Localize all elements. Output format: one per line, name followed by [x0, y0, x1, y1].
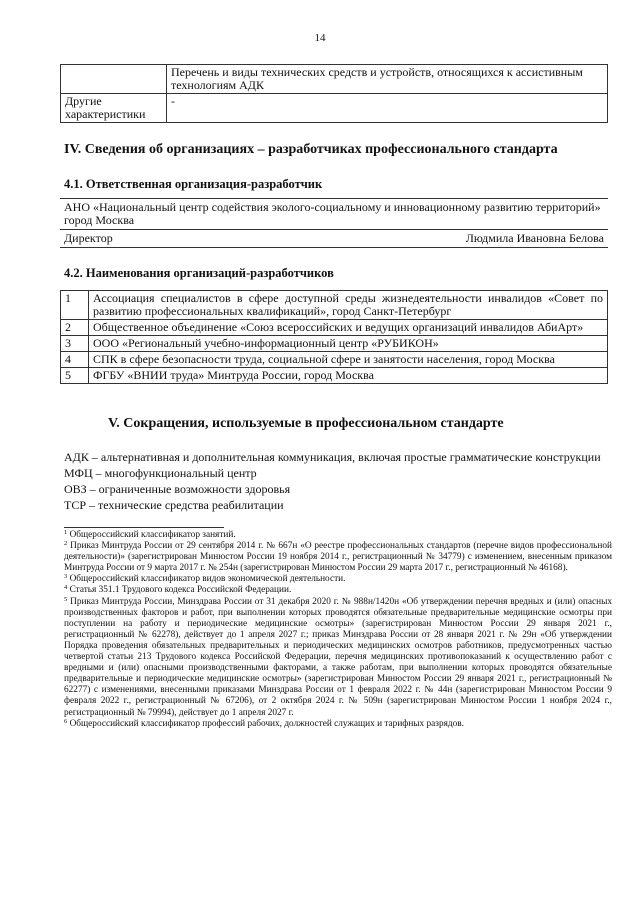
footnote-mark: 3: [64, 573, 68, 581]
table-row: [61, 320, 608, 336]
row-number: 4: [61, 352, 89, 368]
table-row: [61, 94, 608, 123]
footnote-mark: 5: [64, 595, 68, 603]
section-5-title: V. Сокращения, используемые в профессиональном стандарте: [108, 416, 504, 431]
page-number: 14: [314, 32, 326, 44]
footnote-text: Общероссийский классификатор видов экономической деятельности.: [67, 574, 346, 585]
footnote: [64, 574, 612, 585]
row-number: 1: [61, 291, 89, 320]
footnote-mark: 2: [64, 540, 68, 548]
footnote: [64, 530, 612, 541]
footnote-mark: 1: [64, 529, 68, 536]
org-name: Общественное объединение «Союз всероссийских и ведущих организаций инвалидов АбиАрт»: [89, 320, 608, 336]
table-row: [60, 230, 608, 248]
section-4-2-title: 4.2. Наименования организаций-разработчиков: [64, 266, 334, 280]
footnote: [64, 585, 612, 596]
table-cell: -: [167, 94, 608, 123]
footnotes: [64, 530, 612, 730]
list-item: ОВЗ – ограниченные возможности здоровья: [64, 482, 291, 496]
footnote-divider: [64, 527, 224, 528]
footnote-text: Приказ Минтруда России, Минздрава России от 31 декабря 2020 г. № 988н/1420н «Об утверждении перечня вредных и (или) опасных производственных факторов и работ, при выполнении которых проводятся обязательные предварительные медицинские осмотры при поступлении на работу и периодические медицинские осмотры» (зарегистрирован Минюстом России 29 января 2021 г., регистрационный № 62278), действует до 1 апреля 2027 г.; приказ Минздрава России от 28 января 2021 г. № 29н «Об утверждении Порядка проведения обязательных предварительных и периодических медицинских осмотров работников, предусмотренных частью четвертой статьи 213 Трудового кодекса Российской Федерации, перечня медицинских противопоказаний к осуществлению работ с вредными и (или) опасными производственными факторами, а также работам, при выполнении которых проводятся обязательные предварительные и периодические медицинские осмотры» (зарегистрирован Минюстом России 29 января 2021 г., регистрационный № 62277) с изменениями, внесенными приказами Минздрава России от 1 февраля 2022 г. № 44н (зарегистрирован Минюстом России 9 февраля 2022 г., регистрационный № 67206), от 2 октября 2024 г. № 509н (зарегистрирован Минюстом России 1 ноября 2024 г., регистрационный № 79994), действует до 1 апреля 2027 г.: [64, 596, 612, 718]
footnote-text: Статья 351.1 Трудового кодекса Российской Федерации.: [67, 585, 292, 596]
table-cell: Другие характеристики: [61, 94, 167, 123]
footnote-mark: 4: [64, 584, 68, 592]
row-number: 2: [61, 320, 89, 336]
list-item: АДК – альтернативная и дополнительная коммуникация, включая простые грамматические конструкции: [64, 450, 601, 464]
table-row: [61, 368, 608, 384]
table-row: [61, 336, 608, 352]
row-number: 3: [61, 336, 89, 352]
footnote-text: Приказ Минтруда России от 29 сентября 2014 г. № 667н «О реестре профессиональных стандартов (перечне видов профессиональной деятельности)» (зарегистрирован Минюстом России 19 ноября 2014 г., регистрационный № 34779) с изменением, внесенным приказом Минтруда России от 9 марта 2017 г. № 254н (зарегистрирован Минюстом России 29 марта 2017 г., регистрационный № 46168).: [64, 541, 612, 574]
responsible-org-table: [60, 198, 608, 248]
section-4-1-title: 4.1. Ответственная организация-разработчик: [64, 177, 323, 191]
org-name: ФГБУ «ВНИИ труда» Минтруда России, город Москва: [89, 368, 608, 384]
director-role: Директор: [64, 231, 113, 245]
footnote: [64, 719, 612, 730]
table-row: [60, 199, 608, 230]
table-cell: Перечень и виды технических средств и устройств, относящихся к ассистивным технологиям АДК: [167, 65, 608, 94]
director-name: Людмила Ивановна Белова: [465, 231, 604, 245]
footnote-text: Общероссийский классификатор профессий рабочих, должностей служащих и тарифных разрядов.: [67, 718, 464, 729]
list-item: МФЦ – многофункциональный центр: [64, 466, 257, 480]
row-number: 5: [61, 368, 89, 384]
table-row: [61, 352, 608, 368]
table-row: [61, 65, 608, 94]
org-name: АНО «Национальный центр содействия эколого-социальному и инновационному развитию территорий» город Москва: [60, 199, 608, 230]
footnote-text: Общероссийский классификатор занятий.: [67, 530, 236, 540]
org-name: СПК в сфере безопасности труда, социальной сфере и занятости населения, город Москва: [89, 352, 608, 368]
list-item: ТСР – технические средства реабилитации: [64, 498, 284, 512]
footnote-mark: 6: [64, 717, 68, 725]
table-cell: [61, 65, 167, 94]
footnote: [64, 541, 612, 574]
characteristics-table: [60, 64, 608, 123]
footnote: [64, 597, 612, 719]
developer-orgs-table: [60, 290, 608, 384]
section-4-title: IV. Сведения об организациях – разработчиках профессионального стандарта: [64, 142, 558, 157]
abbreviations-list: [64, 450, 612, 514]
org-name: Ассоциация специалистов в сфере доступной среды жизнедеятельности инвалидов «Совет по развитию профессиональных квалификаций», город Санкт-Петербург: [89, 291, 608, 320]
org-name: ООО «Региональный учебно-информационный центр «РУБИКОН»: [89, 336, 608, 352]
table-row: [61, 291, 608, 320]
